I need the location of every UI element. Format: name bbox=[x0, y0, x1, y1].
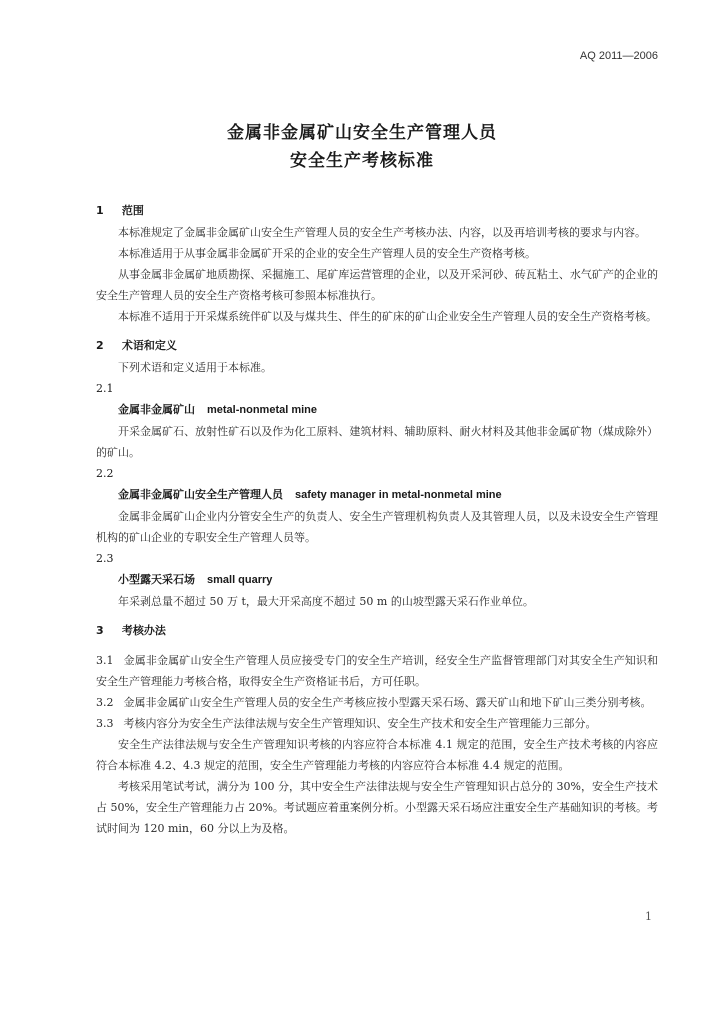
term-zh: 金属非金属矿山 bbox=[118, 403, 195, 416]
term-definition: 年采剥总量不超过 50 万 t，最大开采高度不超过 50 m 的山坡型露天采石作业单位。 bbox=[118, 595, 534, 608]
clause-number: 3.2 bbox=[96, 696, 114, 709]
paragraph: 从事金属非金属矿地质勘探、采掘施工、尾矿库运营管理的企业，以及开采河砂、砖瓦粘土、水气矿产的企业的安全生产管理人员的安全生产资格考核可参照本标准执行。 bbox=[96, 268, 658, 302]
clause-text: 金属非金属矿山安全生产管理人员应接受专门的安全生产培训，经安全生产监督管理部门对其安全生产知识和安全生产管理能力考核合格，取得安全生产资格证书后，方可任职。 bbox=[96, 654, 658, 688]
section-number: 1 bbox=[96, 204, 104, 217]
section-number: 2 bbox=[96, 339, 104, 352]
page-number: 1 bbox=[645, 910, 652, 923]
paragraph: 考核采用笔试考试，满分为 100 分，其中安全生产法律法规与安全生产管理知识占总分的 30%，安全生产技术占 50%，安全生产管理能力占 20%。考试题应着重案例分析。小型露天采石场应注重安全生产基础知识的考核。考试时间为 120 min，60 分以上为及格。 bbox=[96, 780, 658, 835]
term-en: small quarry bbox=[207, 574, 273, 586]
term-heading bbox=[96, 484, 658, 506]
term-number: 2.3 bbox=[96, 552, 114, 565]
section-heading bbox=[96, 335, 658, 357]
standard-code: AQ 2011—2006 bbox=[579, 50, 658, 62]
clause-number: 3.3 bbox=[96, 717, 114, 730]
term-en: safety manager in metal-nonmetal mine bbox=[295, 489, 502, 501]
paragraph: 本标准不适用于开采煤系统伴矿以及与煤共生、伴生的矿床的矿山企业安全生产管理人员的安全生产资格考核。 bbox=[118, 310, 657, 323]
clause-number: 3.1 bbox=[96, 654, 114, 667]
section-title: 考核办法 bbox=[121, 624, 166, 637]
paragraph: 本标准规定了金属非金属矿山安全生产管理人员的安全生产考核办法、内容，以及再培训考核的要求与内容。 bbox=[118, 226, 646, 239]
paragraph: 下列术语和定义适用于本标准。 bbox=[118, 361, 272, 374]
paragraph: 安全生产法律法规与安全生产管理知识考核的内容应符合本标准 4.1 规定的范围，安全生产技术考核的内容应符合本标准 4.2、4.3 规定的范围，安全生产管理能力考核的内容应符合本标准 4.4 规定的范围。 bbox=[96, 738, 658, 772]
term-number: 2.2 bbox=[96, 467, 114, 480]
paragraph: 本标准适用于从事金属非金属矿开采的企业的安全生产管理人员的安全生产资格考核。 bbox=[118, 247, 536, 260]
term-zh: 金属非金属矿山安全生产管理人员 bbox=[118, 488, 283, 501]
section-number: 3 bbox=[96, 624, 104, 637]
clause bbox=[96, 692, 658, 713]
term-zh: 小型露天采石场 bbox=[118, 573, 195, 586]
term-number: 2.1 bbox=[96, 382, 114, 395]
term-definition: 金属非金属矿山企业内分管安全生产的负责人、安全生产管理机构负责人及其管理人员，以及未设安全生产管理机构的矿山企业的专职安全生产管理人员等。 bbox=[96, 510, 658, 544]
clause bbox=[96, 713, 658, 734]
term-heading bbox=[96, 569, 658, 591]
section-heading bbox=[96, 620, 658, 642]
document-title-line1: 金属非金属矿山安全生产管理人员 bbox=[227, 123, 497, 143]
document-title-line2: 安全生产考核标准 bbox=[290, 151, 434, 171]
term-heading bbox=[96, 399, 658, 421]
section-heading bbox=[96, 200, 658, 222]
section-title: 范围 bbox=[121, 204, 144, 217]
clause bbox=[96, 650, 658, 692]
term-en: metal-nonmetal mine bbox=[207, 404, 318, 416]
section-title: 术语和定义 bbox=[121, 339, 177, 352]
clause-text: 考核内容分为安全生产法律法规与安全生产管理知识、安全生产技术和安全生产管理能力三部分。 bbox=[123, 717, 597, 730]
term-definition: 开采金属矿石、放射性矿石以及作为化工原料、建筑材料、辅助原料、耐火材料及其他非金属矿物（煤成除外）的矿山。 bbox=[96, 425, 658, 459]
document-body bbox=[96, 200, 658, 839]
clause-text: 金属非金属矿山安全生产管理人员的安全生产考核应按小型露天采石场、露天矿山和地下矿山三类分别考核。 bbox=[123, 696, 652, 709]
